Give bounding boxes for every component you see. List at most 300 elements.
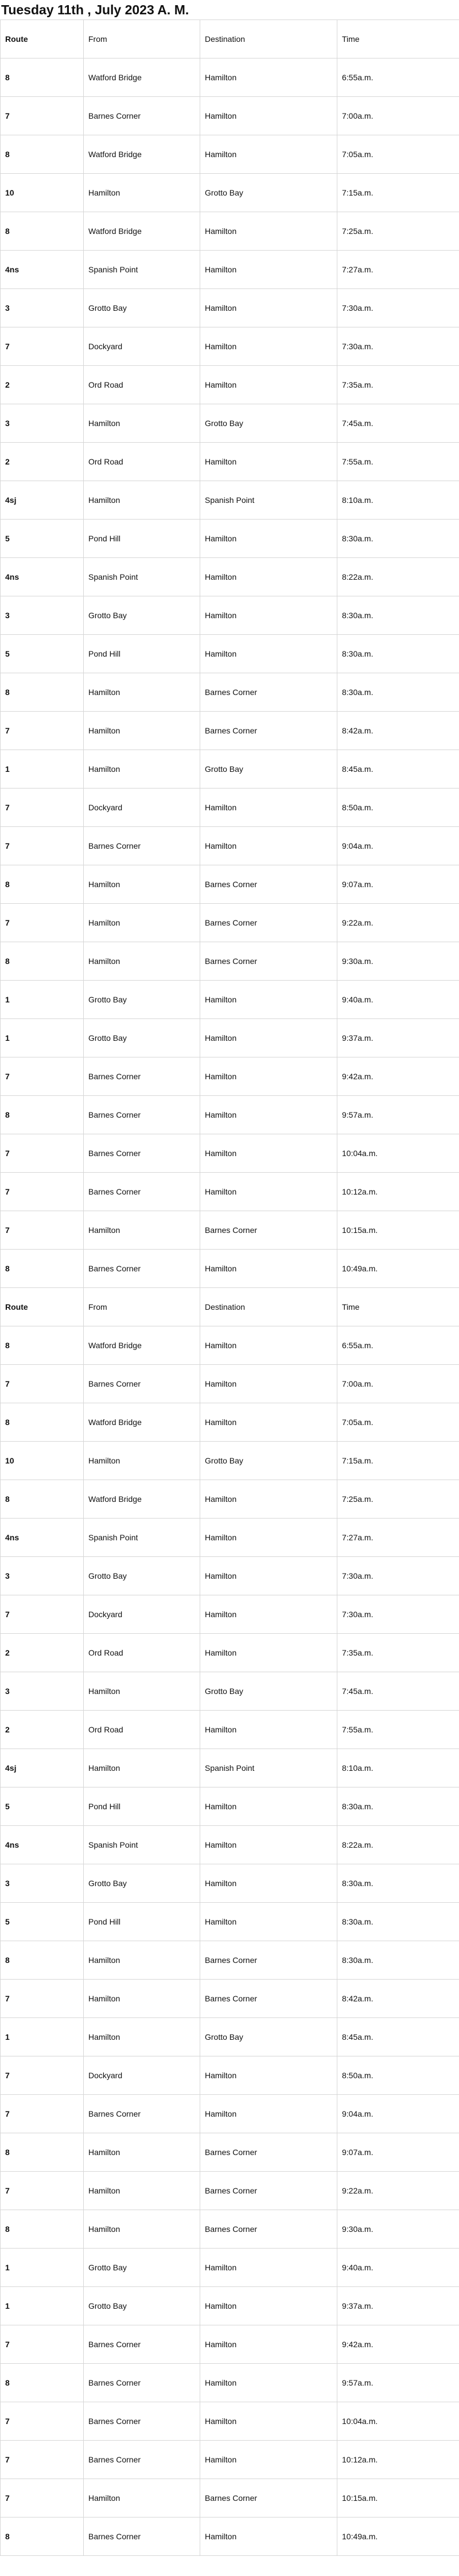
- cell-from: Hamilton: [84, 174, 200, 212]
- table-row: [1, 635, 459, 673]
- cell-route: 8: [1, 1941, 84, 1980]
- cell-time: 8:30a.m.: [337, 1903, 459, 1941]
- cell-destination: Hamilton: [200, 1326, 337, 1365]
- table-row: [1, 1057, 459, 1096]
- cell-destination: Hamilton: [200, 2402, 337, 2441]
- cell-time: 7:30a.m.: [337, 327, 459, 366]
- table-row: [1, 212, 459, 251]
- cell-from: Grotto Bay: [84, 1864, 200, 1903]
- cell-time: 8:45a.m.: [337, 750, 459, 789]
- table-row: [1, 2210, 459, 2249]
- cell-time: 7:05a.m.: [337, 1403, 459, 1442]
- table-row: [1, 750, 459, 789]
- cell-time: 8:22a.m.: [337, 558, 459, 596]
- cell-route: 8: [1, 1403, 84, 1442]
- table-row: [1, 1326, 459, 1365]
- table-row: [1, 1365, 459, 1403]
- cell-destination: Hamilton: [200, 366, 337, 404]
- cell-from: Barnes Corner: [84, 97, 200, 135]
- cell-time: 6:55a.m.: [337, 1326, 459, 1365]
- cell-from: Hamilton: [84, 1442, 200, 1480]
- cell-from: Spanish Point: [84, 1519, 200, 1557]
- cell-time: 7:27a.m.: [337, 251, 459, 289]
- cell-from: Hamilton: [84, 1941, 200, 1980]
- header-time: Time: [337, 1288, 459, 1326]
- cell-route: 5: [1, 1787, 84, 1826]
- cell-destination: Spanish Point: [200, 1749, 337, 1787]
- table-row: [1, 404, 459, 443]
- cell-time: 8:42a.m.: [337, 1980, 459, 2018]
- cell-time: 7:00a.m.: [337, 1365, 459, 1403]
- cell-route: 7: [1, 1173, 84, 1211]
- cell-from: Hamilton: [84, 942, 200, 981]
- cell-destination: Hamilton: [200, 596, 337, 635]
- table-row: [1, 865, 459, 904]
- table-row: [1, 1519, 459, 1557]
- cell-route: 7: [1, 2402, 84, 2441]
- cell-destination: Barnes Corner: [200, 2172, 337, 2210]
- table-row: [1, 1787, 459, 1826]
- cell-route: 7: [1, 1980, 84, 2018]
- cell-from: Hamilton: [84, 2172, 200, 2210]
- cell-route: 7: [1, 2441, 84, 2479]
- table-header-row: [1, 20, 459, 58]
- table-row: [1, 1672, 459, 1711]
- cell-time: 7:15a.m.: [337, 1442, 459, 1480]
- cell-from: Hamilton: [84, 1749, 200, 1787]
- cell-destination: Hamilton: [200, 2056, 337, 2095]
- cell-destination: Hamilton: [200, 135, 337, 174]
- cell-time: 7:15a.m.: [337, 174, 459, 212]
- table-row: [1, 558, 459, 596]
- cell-from: Hamilton: [84, 865, 200, 904]
- schedule-body: [1, 20, 459, 2556]
- cell-time: 7:45a.m.: [337, 404, 459, 443]
- cell-destination: Barnes Corner: [200, 712, 337, 750]
- cell-destination: Hamilton: [200, 1903, 337, 1941]
- cell-destination: Hamilton: [200, 212, 337, 251]
- cell-from: Grotto Bay: [84, 1019, 200, 1057]
- cell-route: 1: [1, 2249, 84, 2287]
- header-route: Route: [1, 1288, 84, 1326]
- cell-from: Hamilton: [84, 2210, 200, 2249]
- cell-route: 5: [1, 520, 84, 558]
- cell-time: 9:40a.m.: [337, 981, 459, 1019]
- cell-route: 8: [1, 1326, 84, 1365]
- cell-destination: Grotto Bay: [200, 404, 337, 443]
- cell-from: Barnes Corner: [84, 1134, 200, 1173]
- cell-destination: Grotto Bay: [200, 2018, 337, 2056]
- cell-from: Barnes Corner: [84, 2095, 200, 2133]
- cell-from: Spanish Point: [84, 558, 200, 596]
- cell-time: 9:57a.m.: [337, 2364, 459, 2402]
- cell-destination: Hamilton: [200, 2325, 337, 2364]
- cell-destination: Hamilton: [200, 2287, 337, 2325]
- cell-time: 9:57a.m.: [337, 1096, 459, 1134]
- header-route: Route: [1, 20, 84, 58]
- cell-time: 9:22a.m.: [337, 904, 459, 942]
- cell-time: 9:37a.m.: [337, 1019, 459, 1057]
- table-row: [1, 520, 459, 558]
- cell-route: 10: [1, 1442, 84, 1480]
- cell-from: Hamilton: [84, 750, 200, 789]
- cell-time: 9:07a.m.: [337, 2133, 459, 2172]
- cell-destination: Hamilton: [200, 1864, 337, 1903]
- cell-route: 8: [1, 2133, 84, 2172]
- cell-from: Hamilton: [84, 404, 200, 443]
- cell-time: 8:10a.m.: [337, 1749, 459, 1787]
- cell-destination: Hamilton: [200, 1403, 337, 1442]
- cell-time: 9:04a.m.: [337, 827, 459, 865]
- cell-time: 7:55a.m.: [337, 443, 459, 481]
- table-row: [1, 251, 459, 289]
- cell-destination: Hamilton: [200, 1057, 337, 1096]
- cell-from: Watford Bridge: [84, 1403, 200, 1442]
- cell-time: 7:05a.m.: [337, 135, 459, 174]
- table-row: [1, 2133, 459, 2172]
- cell-time: 7:25a.m.: [337, 1480, 459, 1519]
- cell-from: Grotto Bay: [84, 981, 200, 1019]
- table-row: [1, 2249, 459, 2287]
- cell-from: Pond Hill: [84, 1903, 200, 1941]
- cell-route: 7: [1, 827, 84, 865]
- cell-route: 8: [1, 1096, 84, 1134]
- header-destination: Destination: [200, 1288, 337, 1326]
- table-row: [1, 1250, 459, 1288]
- cell-route: 3: [1, 1864, 84, 1903]
- cell-time: 7:30a.m.: [337, 1557, 459, 1595]
- cell-from: Ord Road: [84, 1711, 200, 1749]
- table-row: [1, 1634, 459, 1672]
- cell-time: 10:12a.m.: [337, 2441, 459, 2479]
- cell-route: 5: [1, 635, 84, 673]
- cell-time: 9:22a.m.: [337, 2172, 459, 2210]
- cell-time: 7:25a.m.: [337, 212, 459, 251]
- cell-destination: Hamilton: [200, 1134, 337, 1173]
- cell-from: Pond Hill: [84, 520, 200, 558]
- cell-from: Barnes Corner: [84, 2364, 200, 2402]
- cell-from: Barnes Corner: [84, 1173, 200, 1211]
- cell-from: Dockyard: [84, 2056, 200, 2095]
- cell-route: 7: [1, 2095, 84, 2133]
- cell-from: Dockyard: [84, 789, 200, 827]
- cell-from: Grotto Bay: [84, 2287, 200, 2325]
- table-row: [1, 2402, 459, 2441]
- cell-destination: Hamilton: [200, 1634, 337, 1672]
- cell-route: 1: [1, 750, 84, 789]
- cell-time: 8:22a.m.: [337, 1826, 459, 1864]
- cell-route: 7: [1, 1057, 84, 1096]
- table-row: [1, 327, 459, 366]
- cell-route: 10: [1, 174, 84, 212]
- cell-destination: Hamilton: [200, 635, 337, 673]
- table-row: [1, 443, 459, 481]
- cell-route: 3: [1, 1672, 84, 1711]
- cell-time: 10:04a.m.: [337, 1134, 459, 1173]
- cell-destination: Hamilton: [200, 1787, 337, 1826]
- cell-destination: Hamilton: [200, 289, 337, 327]
- table-row: [1, 2095, 459, 2133]
- cell-destination: Hamilton: [200, 2518, 337, 2556]
- table-row: [1, 1826, 459, 1864]
- table-row: [1, 1749, 459, 1787]
- cell-destination: Hamilton: [200, 981, 337, 1019]
- table-row: [1, 97, 459, 135]
- cell-from: Ord Road: [84, 366, 200, 404]
- cell-from: Hamilton: [84, 1980, 200, 2018]
- cell-route: 7: [1, 327, 84, 366]
- cell-time: 8:10a.m.: [337, 481, 459, 520]
- header-from: From: [84, 20, 200, 58]
- cell-destination: Hamilton: [200, 1096, 337, 1134]
- cell-time: 7:35a.m.: [337, 1634, 459, 1672]
- cell-route: 8: [1, 2210, 84, 2249]
- cell-from: Watford Bridge: [84, 1480, 200, 1519]
- cell-time: 8:30a.m.: [337, 520, 459, 558]
- table-row: [1, 1211, 459, 1250]
- cell-destination: Barnes Corner: [200, 865, 337, 904]
- cell-route: 4ns: [1, 558, 84, 596]
- cell-destination: Hamilton: [200, 1711, 337, 1749]
- table-header-row: [1, 1288, 459, 1326]
- cell-time: 8:42a.m.: [337, 712, 459, 750]
- cell-time: 9:42a.m.: [337, 2325, 459, 2364]
- cell-time: 7:45a.m.: [337, 1672, 459, 1711]
- cell-time: 9:40a.m.: [337, 2249, 459, 2287]
- cell-destination: Hamilton: [200, 2249, 337, 2287]
- cell-from: Hamilton: [84, 481, 200, 520]
- cell-time: 8:30a.m.: [337, 1787, 459, 1826]
- table-row: [1, 2364, 459, 2402]
- cell-destination: Barnes Corner: [200, 942, 337, 981]
- cell-route: 7: [1, 1595, 84, 1634]
- cell-time: 7:35a.m.: [337, 366, 459, 404]
- cell-destination: Hamilton: [200, 2364, 337, 2402]
- cell-route: 8: [1, 2364, 84, 2402]
- cell-from: Barnes Corner: [84, 1057, 200, 1096]
- table-row: [1, 712, 459, 750]
- cell-destination: Barnes Corner: [200, 904, 337, 942]
- table-row: [1, 58, 459, 97]
- table-row: [1, 1595, 459, 1634]
- cell-from: Grotto Bay: [84, 596, 200, 635]
- cell-route: 8: [1, 942, 84, 981]
- cell-from: Barnes Corner: [84, 2325, 200, 2364]
- cell-time: 9:04a.m.: [337, 2095, 459, 2133]
- table-row: [1, 2441, 459, 2479]
- cell-route: 7: [1, 1365, 84, 1403]
- cell-route: 7: [1, 712, 84, 750]
- cell-destination: Barnes Corner: [200, 1980, 337, 2018]
- cell-destination: Barnes Corner: [200, 1941, 337, 1980]
- cell-time: 8:50a.m.: [337, 789, 459, 827]
- cell-time: 9:42a.m.: [337, 1057, 459, 1096]
- cell-time: 8:30a.m.: [337, 635, 459, 673]
- cell-time: 10:04a.m.: [337, 2402, 459, 2441]
- table-row: [1, 1557, 459, 1595]
- cell-route: 3: [1, 1557, 84, 1595]
- cell-route: 2: [1, 1634, 84, 1672]
- cell-time: 10:49a.m.: [337, 1250, 459, 1288]
- cell-from: Dockyard: [84, 327, 200, 366]
- table-row: [1, 1134, 459, 1173]
- cell-time: 9:30a.m.: [337, 2210, 459, 2249]
- cell-time: 6:55a.m.: [337, 58, 459, 97]
- cell-from: Hamilton: [84, 2018, 200, 2056]
- cell-destination: Hamilton: [200, 97, 337, 135]
- cell-route: 3: [1, 289, 84, 327]
- table-row: [1, 2056, 459, 2095]
- cell-destination: Grotto Bay: [200, 174, 337, 212]
- table-row: [1, 2018, 459, 2056]
- cell-destination: Grotto Bay: [200, 750, 337, 789]
- table-row: [1, 1096, 459, 1134]
- cell-destination: Hamilton: [200, 1250, 337, 1288]
- cell-destination: Hamilton: [200, 1826, 337, 1864]
- cell-time: 8:45a.m.: [337, 2018, 459, 2056]
- table-row: [1, 789, 459, 827]
- cell-time: 9:37a.m.: [337, 2287, 459, 2325]
- cell-route: 7: [1, 904, 84, 942]
- cell-from: Ord Road: [84, 443, 200, 481]
- table-row: [1, 366, 459, 404]
- cell-route: 7: [1, 97, 84, 135]
- cell-from: Spanish Point: [84, 1826, 200, 1864]
- cell-from: Hamilton: [84, 2133, 200, 2172]
- cell-from: Hamilton: [84, 904, 200, 942]
- cell-route: 7: [1, 2172, 84, 2210]
- cell-from: Ord Road: [84, 1634, 200, 1672]
- cell-destination: Hamilton: [200, 327, 337, 366]
- cell-destination: Barnes Corner: [200, 2210, 337, 2249]
- cell-route: 8: [1, 1480, 84, 1519]
- cell-time: 7:00a.m.: [337, 97, 459, 135]
- cell-route: 7: [1, 1134, 84, 1173]
- cell-route: 8: [1, 212, 84, 251]
- bus-schedule-table: [0, 19, 459, 2556]
- cell-route: 7: [1, 2325, 84, 2364]
- cell-time: 9:30a.m.: [337, 942, 459, 981]
- cell-from: Barnes Corner: [84, 827, 200, 865]
- cell-from: Pond Hill: [84, 1787, 200, 1826]
- cell-from: Spanish Point: [84, 251, 200, 289]
- cell-route: 7: [1, 789, 84, 827]
- cell-from: Hamilton: [84, 712, 200, 750]
- table-row: [1, 827, 459, 865]
- cell-destination: Barnes Corner: [200, 2479, 337, 2518]
- cell-from: Grotto Bay: [84, 289, 200, 327]
- cell-time: 10:15a.m.: [337, 2479, 459, 2518]
- table-row: [1, 1980, 459, 2018]
- table-row: [1, 2479, 459, 2518]
- cell-time: 10:12a.m.: [337, 1173, 459, 1211]
- cell-destination: Hamilton: [200, 251, 337, 289]
- cell-route: 4ns: [1, 251, 84, 289]
- cell-destination: Hamilton: [200, 789, 337, 827]
- cell-route: 1: [1, 2287, 84, 2325]
- cell-route: 3: [1, 596, 84, 635]
- cell-from: Barnes Corner: [84, 2441, 200, 2479]
- cell-time: 10:15a.m.: [337, 1211, 459, 1250]
- cell-from: Dockyard: [84, 1595, 200, 1634]
- cell-route: 7: [1, 1211, 84, 1250]
- table-row: [1, 1019, 459, 1057]
- cell-destination: Hamilton: [200, 1557, 337, 1595]
- cell-from: Barnes Corner: [84, 2402, 200, 2441]
- table-row: [1, 981, 459, 1019]
- cell-route: 1: [1, 1019, 84, 1057]
- table-row: [1, 481, 459, 520]
- table-row: [1, 2518, 459, 2556]
- cell-route: 1: [1, 2018, 84, 2056]
- table-row: [1, 1403, 459, 1442]
- cell-route: 4ns: [1, 1826, 84, 1864]
- cell-from: Barnes Corner: [84, 1365, 200, 1403]
- cell-time: 10:49a.m.: [337, 2518, 459, 2556]
- cell-from: Barnes Corner: [84, 2518, 200, 2556]
- cell-route: 8: [1, 135, 84, 174]
- cell-destination: Hamilton: [200, 1019, 337, 1057]
- cell-route: 8: [1, 1250, 84, 1288]
- cell-route: 2: [1, 443, 84, 481]
- cell-route: 3: [1, 404, 84, 443]
- table-row: [1, 2172, 459, 2210]
- cell-destination: Hamilton: [200, 558, 337, 596]
- cell-time: 8:30a.m.: [337, 596, 459, 635]
- table-row: [1, 2325, 459, 2364]
- cell-route: 8: [1, 58, 84, 97]
- cell-route: 8: [1, 673, 84, 712]
- cell-from: Grotto Bay: [84, 1557, 200, 1595]
- table-row: [1, 135, 459, 174]
- cell-route: 2: [1, 1711, 84, 1749]
- table-row: [1, 1173, 459, 1211]
- cell-time: 7:27a.m.: [337, 1519, 459, 1557]
- cell-destination: Hamilton: [200, 58, 337, 97]
- cell-destination: Hamilton: [200, 2441, 337, 2479]
- table-row: [1, 1903, 459, 1941]
- cell-destination: Hamilton: [200, 827, 337, 865]
- cell-destination: Grotto Bay: [200, 1672, 337, 1711]
- cell-destination: Hamilton: [200, 1365, 337, 1403]
- cell-from: Watford Bridge: [84, 212, 200, 251]
- table-row: [1, 904, 459, 942]
- cell-destination: Spanish Point: [200, 481, 337, 520]
- cell-destination: Hamilton: [200, 2095, 337, 2133]
- table-row: [1, 942, 459, 981]
- table-row: [1, 1864, 459, 1903]
- cell-from: Grotto Bay: [84, 2249, 200, 2287]
- cell-destination: Hamilton: [200, 1173, 337, 1211]
- table-row: [1, 174, 459, 212]
- table-row: [1, 596, 459, 635]
- cell-destination: Barnes Corner: [200, 1211, 337, 1250]
- cell-from: Watford Bridge: [84, 1326, 200, 1365]
- cell-destination: Hamilton: [200, 443, 337, 481]
- cell-from: Watford Bridge: [84, 58, 200, 97]
- header-destination: Destination: [200, 20, 337, 58]
- table-row: [1, 1442, 459, 1480]
- cell-route: 8: [1, 2518, 84, 2556]
- cell-time: 8:50a.m.: [337, 2056, 459, 2095]
- table-row: [1, 2287, 459, 2325]
- cell-route: 4ns: [1, 1519, 84, 1557]
- cell-destination: Hamilton: [200, 1595, 337, 1634]
- cell-route: 1: [1, 981, 84, 1019]
- cell-destination: Barnes Corner: [200, 673, 337, 712]
- cell-from: Hamilton: [84, 1211, 200, 1250]
- cell-time: 9:07a.m.: [337, 865, 459, 904]
